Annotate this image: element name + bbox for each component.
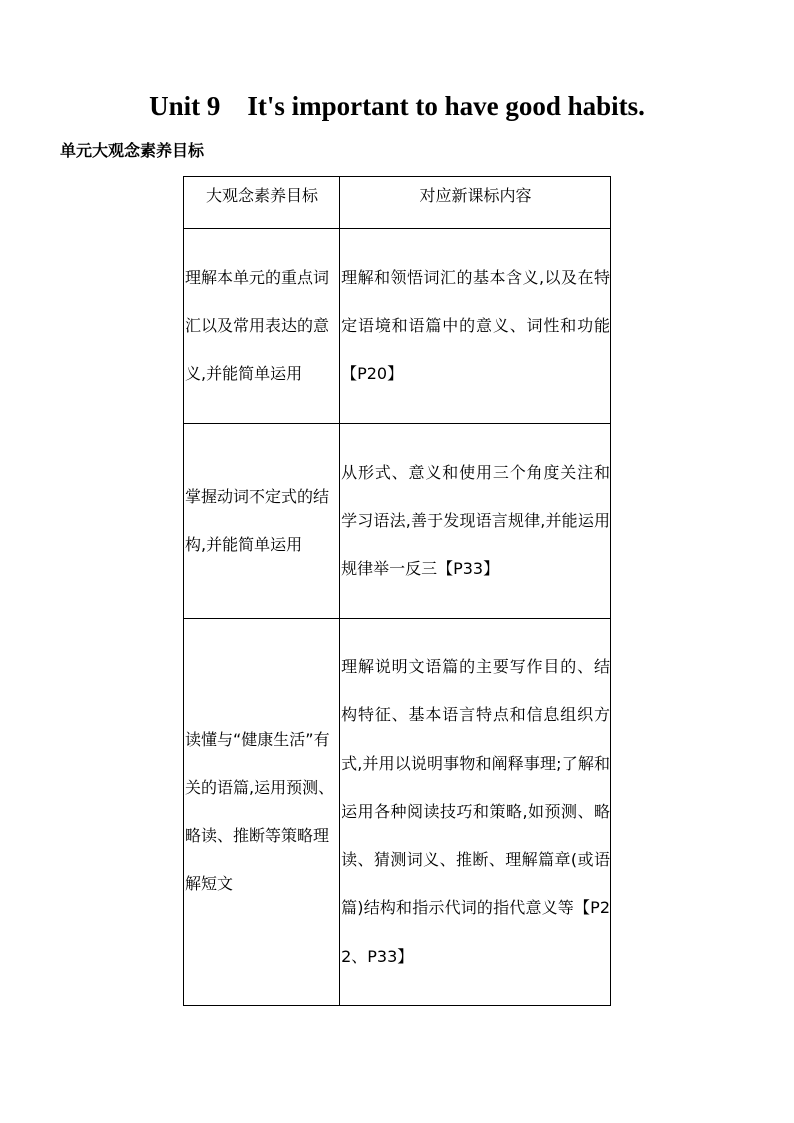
standard-text: 理解和领悟词汇的基本含义,以及在特定语境和语篇中的意义、词性和功能【P20】 xyxy=(341,267,610,384)
goal-cell xyxy=(184,619,340,1006)
section-heading: 单元大观念素养目标 xyxy=(60,141,205,160)
page-title: Unit 9 It's important to have good habits. xyxy=(149,91,645,121)
standard-cell xyxy=(340,229,611,424)
header-standard: 对应新课标内容 xyxy=(340,177,611,229)
table-row xyxy=(184,619,611,1006)
standard-cell xyxy=(340,619,611,1006)
standard-text: 从形式、意义和使用三个角度关注和学习语法,善于发现语言规律,并能运用规律举一反三【P33】 xyxy=(341,462,610,579)
goal-text: 掌握动词不定式的结构,并能简单运用 xyxy=(185,486,330,554)
goal-text: 理解本单元的重点词汇以及常用表达的意义,并能简单运用 xyxy=(185,267,330,384)
goals-table xyxy=(183,176,611,1006)
goal-text: 读懂与“健康生活”有关的语篇,运用预测、略读、推断等策略理解短文 xyxy=(185,729,335,894)
table-row xyxy=(184,229,611,424)
goal-cell xyxy=(184,424,340,619)
standard-cell xyxy=(340,424,611,619)
table-header-row xyxy=(184,177,611,229)
header-goal: 大观念素养目标 xyxy=(184,177,340,229)
standard-text: 理解说明文语篇的主要写作目的、结构特征、基本语言特点和信息组织方式,并用以说明事物和阐释事理;了解和运用各种阅读技巧和策略,如预测、略读、猜测词义、推断、理解篇章(或语篇)结构和指示代词的指代意义等【P22、P33】 xyxy=(341,657,610,966)
table-row xyxy=(184,424,611,619)
goal-cell xyxy=(184,229,340,424)
